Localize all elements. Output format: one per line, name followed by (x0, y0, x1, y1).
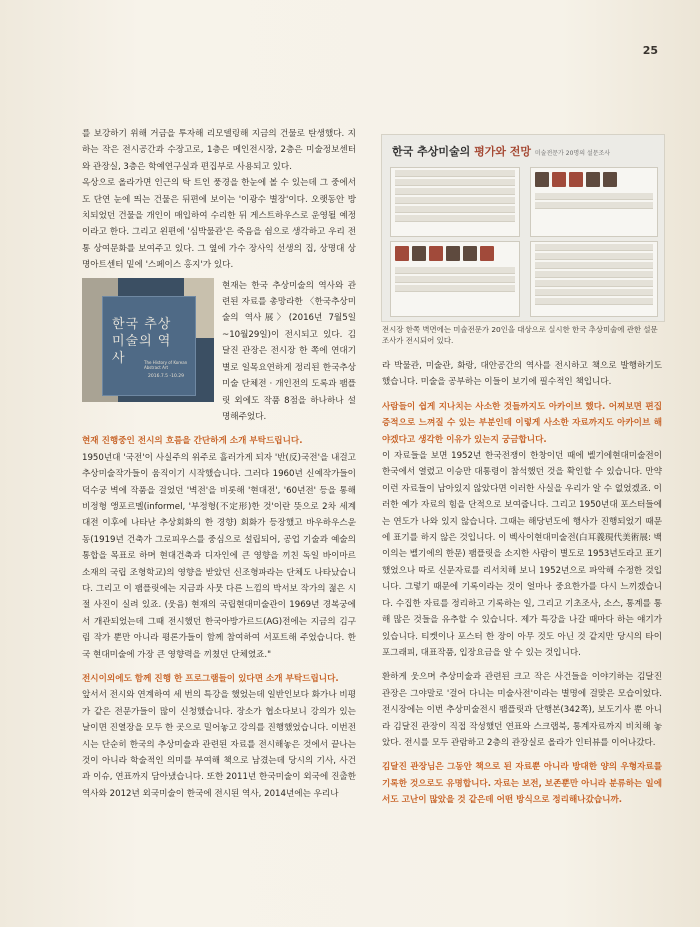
survey-photo (381, 134, 665, 322)
book-dates: 2016.7.5 -10.29 (148, 373, 184, 379)
interview-question: 김달진 관장님은 그동안 책으로 된 자료뿐 아니라 방대한 양의 우형자료를 기록한 것으로도 유명합니다. 자료는 보전, 보존뿐만 아니라 분류하는 일에서도 고난이 많았을 것 같은데 어떤 방식으로 정리해나갔습니까. (382, 762, 662, 806)
interview-answer: 이 자료들을 보면 1952년 한국전쟁이 한창이던 때에 벨기에현대미술전이 한국에서 열렸고 이승만 대통령이 참석했던 것을 확인할 수 있습니다. 만약 이런 자료들이 남아있지 않았다면 이러한 사실을 우리가 알 수 없었겠죠. 이러한 예가 자료의 힘을 단적으로 보여줍니다. 그리고 1950년대 포스터들에는 연도가 나와 있지 않습니다. 그때는 해당년도에 행사가 진행되었기 때문에 표기를 하지 않은 것입니다. 이 벡사이현대미술전(白耳義現代美術展: 백이의는 벨기에의 한문) 팸플릿을 소지한 사람이 별도로 1953년도라고 표기했었으나 따로 신문자료를 리서치해 보니 1952년으로 파악해 수정한 것입니다. 그렇기 때문에 기록이라는 것이 얼마나 중요한가를 다시 느끼겠습니다. 수집한 자료를 정리하고 기록하는 일, 그리고 기초조사, 소스, 통계를 통해 많은 것들을 유추할 수 있습니다. 제가 특강을 나갈 때마다 하는 얘기가 있습니다. 티켓이나 포스터 한 장이 아무 것도 아닌 것 같지만 당시의 타이포그래피, 대표작품, 입장요금을 알 수 있는 것입니다. (382, 451, 662, 658)
page-number: 25 (642, 44, 658, 57)
book-and-text (82, 278, 356, 426)
book-cover-image (82, 278, 214, 402)
interview-answer: 앞서서 전시와 연계하여 세 번의 특강을 했었는데 일반인보다 화가나 비평가 같은 전문가들이 많이 신청했습니다. 장소가 협소다보니 강의가 있는 날이면 진열장을 모두 한 곳으로 밀어놓고 강의를 진행했었습니다. 이번전시는 단순히 한국의 추상미술과 관련된 자료를 전시해놓은 것에서 끝나는 것이 아니라 학술적인 의미를 부여해 책으로 남겼는데 당시의 기사, 사건과 이슈, 연표까지 담아냈습니다. 또한 2011년 한국미술이 외국에 진출한 역사와 2012년 외국미술이 한국에 전시된 역사, 2014년에는 우리나 (82, 690, 356, 799)
survey-panel (530, 241, 658, 317)
interview-answer: 1950년대 '국전'이 사실주의 위주로 흘러가게 되자 '반(反)국전'을 내걸고 추상미술작가들이 움직이기 시작했습니다. 그러다 1960년 신예작가들이 덕수궁 벽에 작품을 걸었던 '벽전'을 비롯해 '현대전', '60년전' 등을 통해 비정형 앵포르멜(informel, '부정형(不定形)한 것'이란 뜻으로 2차 세계대전 이후에 나타난 추상회화의 한 경향) 회화가 등장했고 바우하우스운동(1919년 건축가 그로피우스를 중심으로 설립되어, 공업 기술과 예술의 통합을 목표로 하며 현대건축과 디자인에 큰 영향을 끼친 독일 바이마르 소재의 국립 조형학교)의 영향을 받았던 신조형파라는 단체도 나타났습니다. 그리고 이 팸플릿에는 지금과 사뭇 다른 느낌의 박서보 작가의 젊은 시절 사진이 실려 있죠. (웃음) 현재의 국립현대미술관이 1969년 경복궁에서 개관되었는데 그때 전시했던 한국아방가르드(AG)전에는 지금의 김구림 작가 뿐만 아니라 평론가들이 함께 참여하여 서포트해 주었습니다. 한국 현대미술에 가장 큰 영향력을 끼쳤던 단체였죠." (82, 452, 356, 660)
survey-panel (530, 167, 658, 237)
survey-panel (390, 167, 520, 237)
photo-caption: 전시장 한쪽 벽면에는 미술전문가 20인을 대상으로 실시한 한국 추상미술에 관한 설문조사가 전시되어 있다. (382, 325, 658, 345)
book-english-title: The History of Korean Abstract Art (144, 359, 188, 370)
paragraph: 환하게 웃으며 추상미술과 관련된 크고 작은 사건들을 이야기하는 김달진 관장은 그야말로 '걸어 다니는 미술사전'이라는 별명에 걸맞은 모습이었다. 전시장에는 이번 추상미술전시 팸플릿과 단행본(342쪽), 보도기사 뿐 아니라 김달진 관장이 직접 작성했던 연표와 스크랩북, 통계자료까지 비치해 놓았다. 전시를 모두 관람하고 2층의 관장실로 올라가 인터뷰를 이어나갔다. (382, 672, 662, 748)
paragraph: 현재는 한국 추상미술의 역사와 관련된 자료를 총망라한 〈한국추상미술의 역사展〉(2016년 7월5일~10월29일)이 전시되고 있다. 김달진 관장은 전시장 한 쪽에 연대기별로 일목요연하게 정리된 한국추상미술 단체전 · 개인전의 도록과 팸플릿 외에도 작품 8점을 하나하나 설명해주었다. (222, 280, 356, 422)
survey-panel (390, 241, 520, 317)
interview-question: 사람들이 쉽게 지나치는 사소한 것들까지도 아카이브 했다. 어찌보면 편집증적으로 느껴질 수 있는 부분인데 이렇게 사소한 자료까지도 아카이브 해야겠다고 생각한 이유가 있는지 궁금합니다. (382, 401, 662, 445)
left-column (82, 126, 356, 802)
paragraph: 라 박물관, 미술관, 화랑, 대안공간의 역사를 전시하고 책으로 발행하기도 했습니다. 미술을 공부하는 이들이 보기에 필수적인 책입니다. (382, 361, 662, 388)
paragraph: 를 보강하기 위해 거금을 투자해 리모델링해 지금의 건물로 탄생했다. 지하는 작은 전시공간과 수장고로, 1층은 메인전시장, 2층은 미술정보센터와 관장실, 3층은 학예연구실과 편집부로 사용되고 있다. (82, 129, 356, 172)
book-title: 한국 추상미술의 역사 (112, 316, 172, 366)
paragraph: 옥상으로 올라가면 인근의 탁 트인 풍경을 한눈에 볼 수 있는데 그 중에서도 단연 눈에 띄는 건물은 뒤편에 보이는 '이광수 별장'이다. 오랫동안 방치되었던 건물을 개인이 매입하여 수리한 뒤 게스트하우스로 운영될 예정이라고 한다. 그리고 왼편에 '심박물관'은 죽음을 쉼으로 생각하고 우리 전통 상여문화를 보여주고 있다. 그 옆에 가수 장사익 선생의 집, 상명대 상명아트센터 밑에 '스페이스 홍지'가 있다. (82, 178, 356, 271)
interview-question: 현재 진행중인 전시의 흐름을 간단하게 소개 부탁드립니다. (82, 436, 303, 447)
survey-title: 한국 추상미술의 평가와 전망 미술전문가 20명의 설문조사 (392, 145, 611, 158)
right-column (382, 358, 662, 809)
interview-question: 전시이외에도 함께 진행 한 프로그램들이 있다면 소개 부탁드립니다. (82, 674, 339, 684)
